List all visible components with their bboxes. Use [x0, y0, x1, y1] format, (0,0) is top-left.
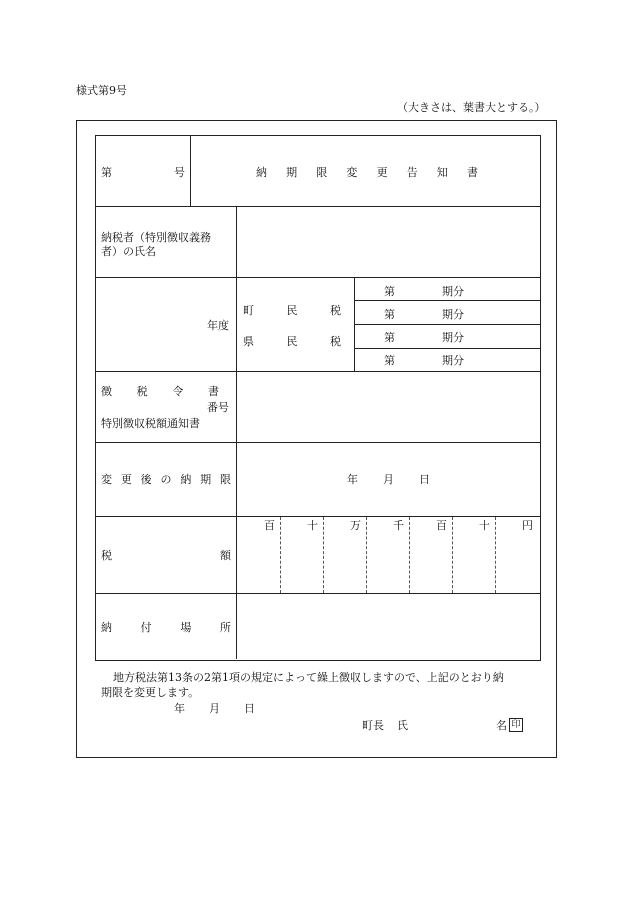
notice-number-field[interactable] [237, 372, 539, 442]
payment-place-field[interactable] [237, 594, 539, 659]
tax-amount-label: 税 額 [101, 549, 231, 562]
document-title: 納 期 限 変 更 告 知 書 [256, 166, 478, 179]
digit-hundred-million: 百 [264, 519, 275, 532]
seal-mark: 印 [509, 718, 523, 732]
mayor-name-suffix: 名 [496, 719, 507, 732]
fiscal-year-label: 年度 [207, 319, 229, 332]
digit-hundred: 百 [436, 519, 447, 532]
period-3-prefix: 第 [384, 331, 395, 344]
digit-ten-million: 十 [307, 519, 318, 532]
notice-label-line3: 特別徴収税額通知書 [101, 417, 200, 430]
period-4-prefix: 第 [384, 354, 395, 367]
period-2-label: 期分 [442, 308, 464, 321]
number-prefix: 第 [101, 166, 112, 179]
taxpayer-name-field[interactable] [237, 207, 539, 277]
digit-thousand: 千 [393, 519, 404, 532]
period-2-prefix: 第 [384, 308, 395, 321]
statement-line2: 期限を変更します。 [101, 686, 200, 699]
digit-ten-thousand: 万 [350, 519, 361, 532]
deadline-day-label: 日 [419, 473, 430, 486]
taxpayer-label-line1: 納税者（特別徴収義務 [101, 231, 211, 244]
period-3-label: 期分 [442, 331, 464, 344]
period-1-label: 期分 [442, 285, 464, 298]
number-suffix: 号 [174, 166, 185, 179]
period-1-prefix: 第 [384, 285, 395, 298]
prefecture-tax-label: 県 民 税 [243, 335, 341, 348]
digit-ten: 十 [479, 519, 490, 532]
digit-yen: 円 [522, 519, 533, 532]
payment-place-label: 納 付 場 所 [101, 621, 231, 634]
mayor-name-prefix: 氏 [397, 719, 408, 732]
statement-line1: 地方税法第13条の2第1項の規定によって繰上徴収しますので、上記のとおり納 [113, 671, 504, 684]
issue-month-label: 月 [209, 702, 220, 715]
notice-label-line1: 徴 税 令 書 [101, 385, 219, 398]
period-4-label: 期分 [442, 354, 464, 367]
issue-year-label: 年 [174, 702, 185, 715]
size-note: （大きさは、葉書大とする。） [397, 101, 546, 114]
deadline-year-label: 年 [347, 473, 358, 486]
taxpayer-label-line2: 者）の氏名 [101, 245, 156, 258]
notice-number-label: 番号 [207, 401, 229, 414]
issue-day-label: 日 [244, 702, 255, 715]
deadline-month-label: 月 [383, 473, 394, 486]
mayor-title: 町長 [362, 719, 384, 732]
new-deadline-label: 変 更 後 の 納 期 限 [101, 473, 231, 486]
town-tax-label: 町 民 税 [243, 304, 341, 317]
form-number: 様式第9号 [76, 84, 127, 97]
